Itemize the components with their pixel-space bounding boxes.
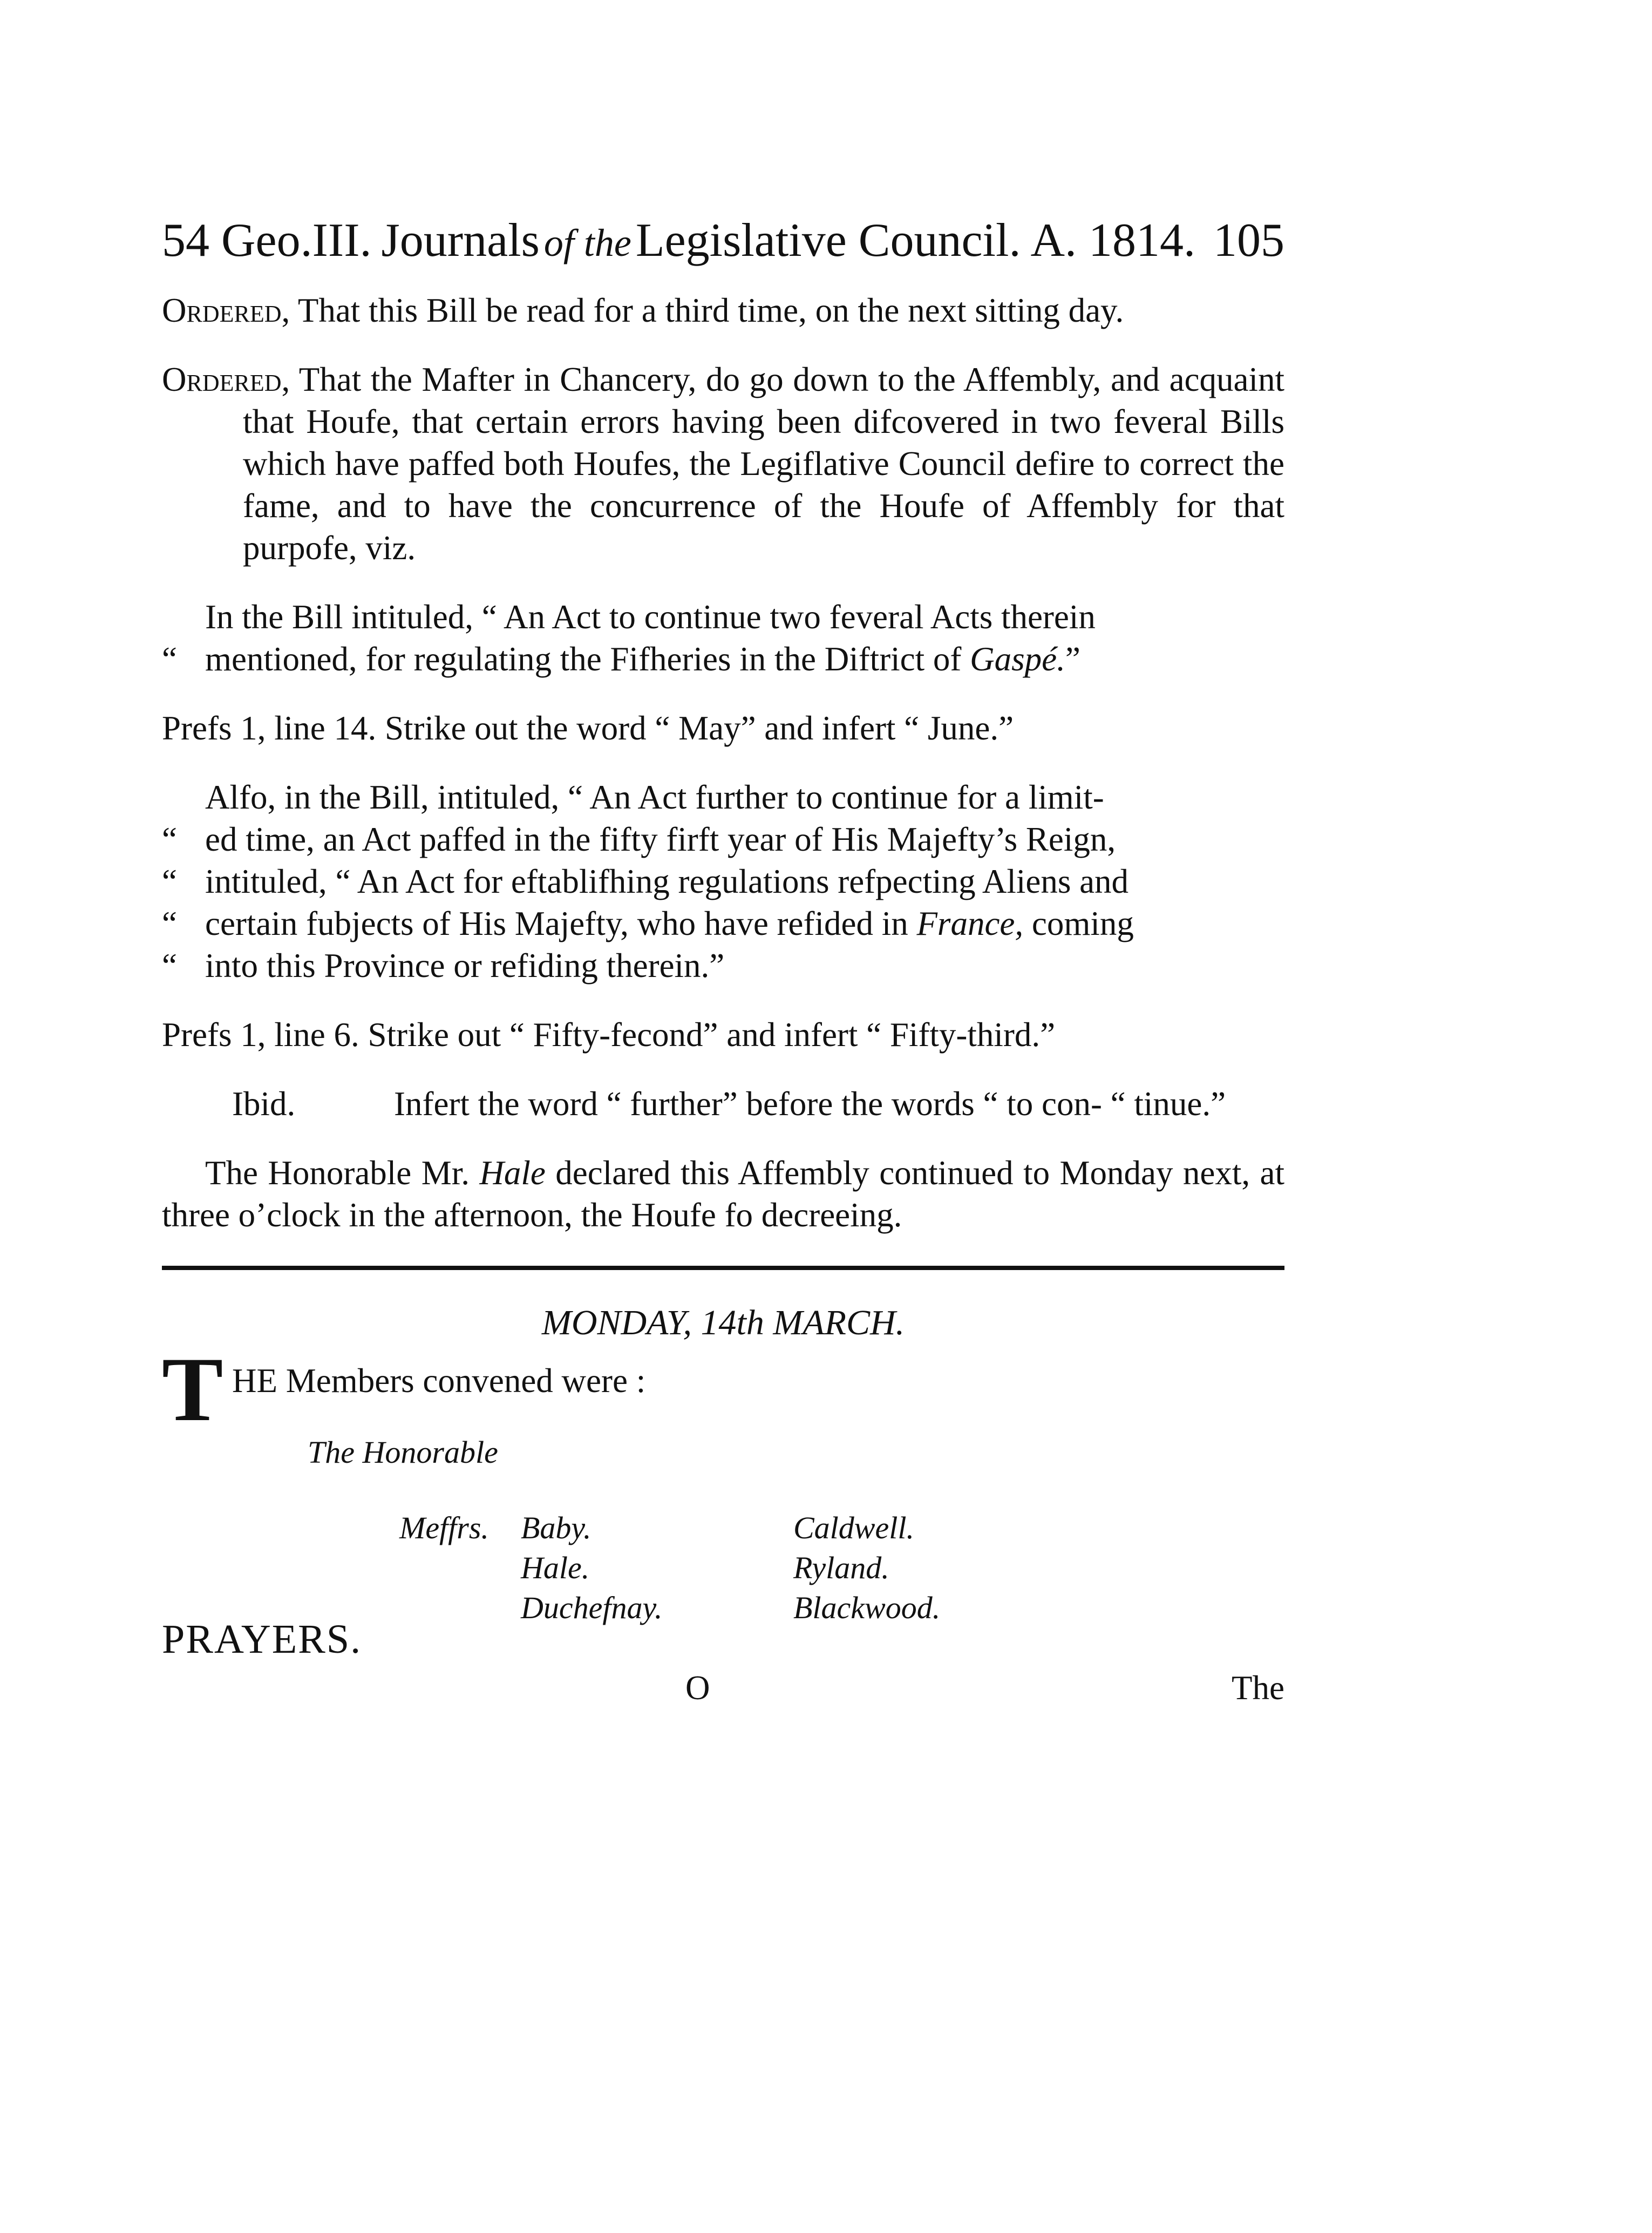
bill-two-line-5 <box>162 945 1284 987</box>
member-name: Baby. <box>521 1510 592 1545</box>
ordered-paragraph-2 <box>162 358 1284 569</box>
bill-one-text: mentioned, for regulating the Fifheries in the Diftrict of <box>205 640 970 678</box>
drop-cap: T <box>162 1339 223 1440</box>
ordered-heading: Ordered, <box>162 361 290 398</box>
hale-name: Hale <box>479 1154 546 1192</box>
signature-mark: O <box>685 1669 710 1707</box>
messrs-label: Meffrs. <box>399 1510 489 1545</box>
quote-mark: “ <box>162 863 177 900</box>
header-year: A. 1814. <box>1030 214 1195 267</box>
journals-label: Journals <box>381 214 540 267</box>
quote-mark: “ <box>162 947 177 985</box>
member-name: Ryland. <box>793 1550 889 1585</box>
france-place: France, <box>916 905 1024 942</box>
bill-two-line-1: Alfo, in the Bill, intituled, “ An Act further to continue for a limit- <box>205 778 1104 816</box>
honorable-label: The Honorable <box>308 1435 498 1470</box>
of-the-label: of the <box>543 221 631 264</box>
bill-two-line-4 <box>162 902 1284 945</box>
members-convened <box>162 1339 1284 1440</box>
bill-two-text: certain fubjects of His Majefty, who have refided in <box>205 905 917 942</box>
member-name: Caldwell. <box>793 1510 914 1545</box>
members-column-1 <box>521 1508 663 1628</box>
quote-mark: “ <box>162 905 177 942</box>
member-name: Blackwood. <box>793 1590 941 1625</box>
press-instruction-2: Prefs 1, line 6. Strike out “ Fifty-fecond” and infert “ Fifty-third.” <box>162 1016 1056 1054</box>
members-column-2 <box>793 1508 940 1628</box>
closing-text: The Honorable Mr. <box>205 1154 480 1192</box>
bill-two-line-2 <box>162 818 1284 860</box>
members-list <box>162 1508 1284 1638</box>
page-footer <box>162 1663 1284 1712</box>
header-title: Legislative Council. <box>635 214 1021 267</box>
ordered-heading: Ordered, <box>162 291 290 329</box>
bill-two-text: coming <box>1023 905 1134 942</box>
member-name: Hale. <box>521 1550 590 1585</box>
bill-two-paragraph <box>162 776 1284 987</box>
bill-two-text: into this Province or refiding therein.” <box>205 947 725 985</box>
reign-label: 54 Geo.III. <box>162 214 372 267</box>
gaspe-place: Gaspé. <box>970 640 1065 678</box>
catchword: The <box>1232 1669 1284 1707</box>
ibid-label: Ibid. <box>232 1085 296 1123</box>
bill-one-line-2 <box>162 638 1284 680</box>
page-number: 105 <box>1213 214 1284 267</box>
section-rule <box>162 1266 1284 1270</box>
prayers-heading: PRAYERS. <box>162 1617 362 1662</box>
press-instruction-1: Prefs 1, line 14. Strike out the word “ May” and infert “ June.” <box>162 709 1014 747</box>
bill-two-text: intituled, “ An Act for eftablifhing regulations refpecting Aliens and <box>205 863 1129 900</box>
ibid-text: Infert the word “ further” before the words “ to con- “ tinue.” <box>394 1085 1226 1123</box>
ordered-paragraph-1 <box>162 289 1284 331</box>
bill-one-line-1: In the Bill intituled, “ An Act to continue two feveral Acts therein <box>205 598 1096 636</box>
bill-one-paragraph <box>162 596 1284 680</box>
journal-page <box>162 213 1284 1712</box>
closing-paragraph <box>162 1152 1284 1236</box>
running-header <box>162 213 1284 268</box>
ibid-instruction <box>232 1083 1284 1125</box>
bill-two-text: ed time, an Act paffed in the fifty firft year of His Majefty’s Reign, <box>205 820 1116 858</box>
ordered-text: That the Mafter in Chancery, do go down to the Affembly, and acquaint that Houfe, that certain errors having been difcovered in two feveral Bills which have paffed both Houfes, the Legiflative Council defire to correct the fame, and to have the concurrence of the Houfe of Affembly for that purpofe, viz. <box>243 361 1284 567</box>
quote-mark: “ <box>162 820 177 858</box>
members-intro: HE Members convened were : <box>232 1362 646 1400</box>
member-name: Duchefnay. <box>521 1590 663 1625</box>
bill-two-line-3 <box>162 860 1284 902</box>
session-dateline: MONDAY, 14th MARCH. <box>541 1303 905 1342</box>
ordered-text: That this Bill be read for a third time, on the next sitting day. <box>290 291 1124 329</box>
close-quote: ” <box>1065 640 1080 678</box>
quote-mark: “ <box>162 640 177 678</box>
closing-text: declared this Affembly continued to Monday next, at three o’clock in the afternoon, the Houfe fo decreeing. <box>162 1154 1284 1234</box>
